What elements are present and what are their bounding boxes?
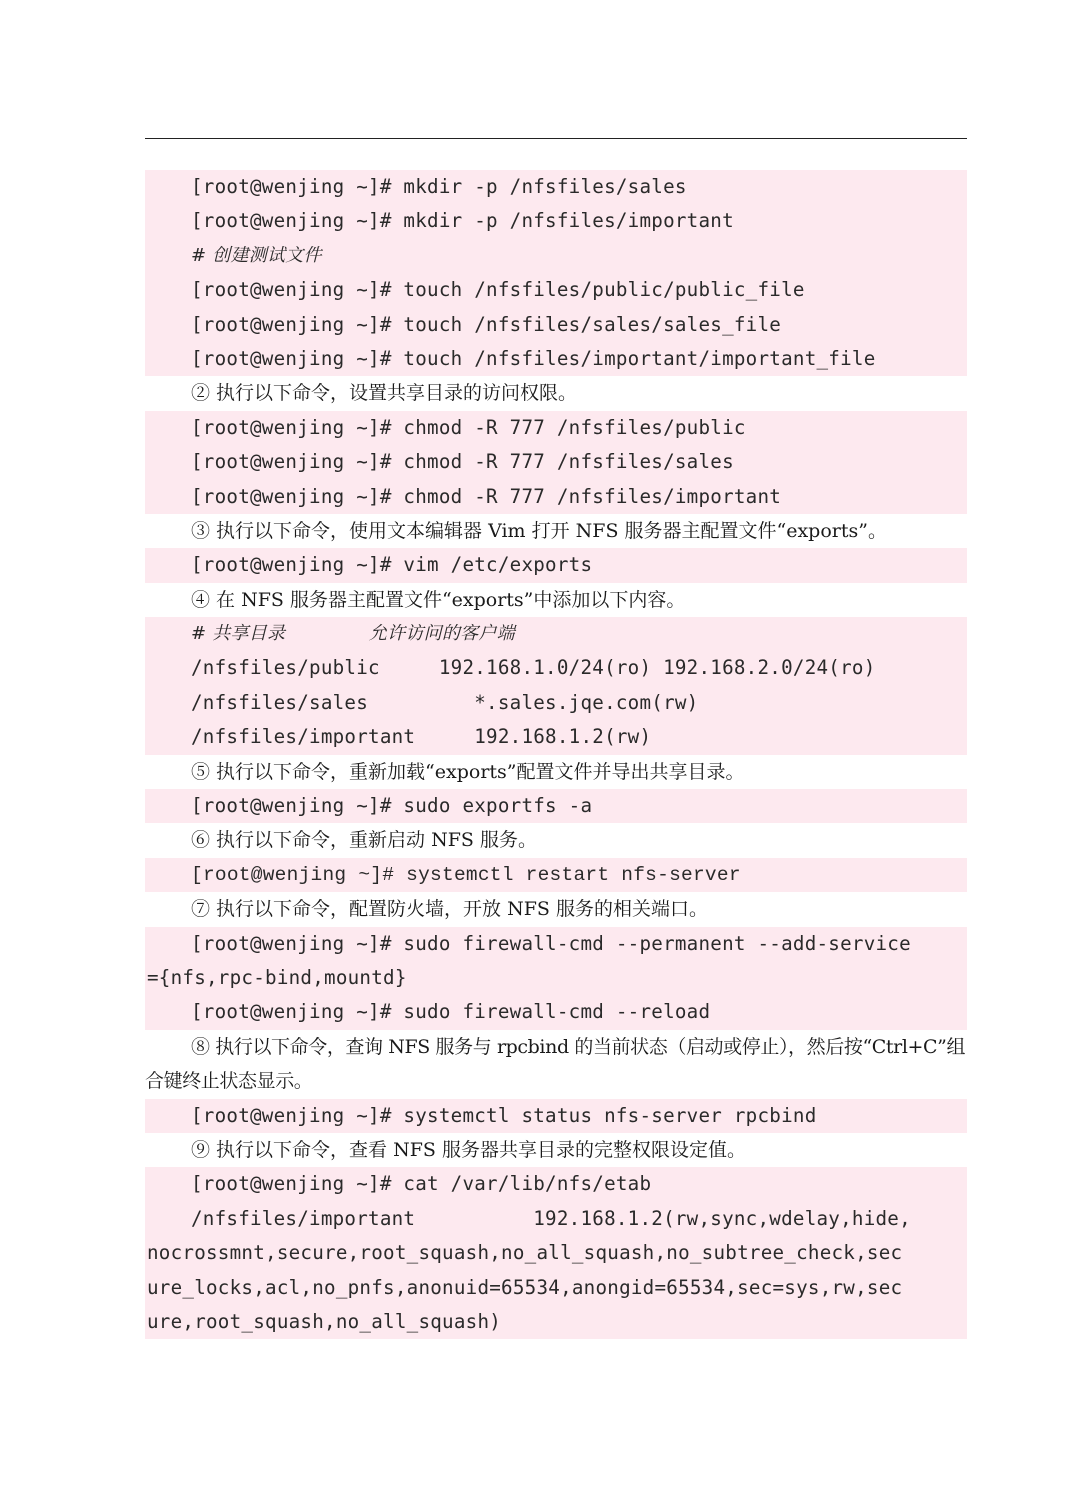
code-block-restart xyxy=(145,858,967,892)
code-line: [root@wenjing ~]# chmod -R 777 /nfsfiles/important xyxy=(191,484,782,508)
code-line: [root@wenjing ~]# sudo firewall-cmd --permanent --add-service xyxy=(191,931,911,955)
page-content xyxy=(145,170,967,1339)
code-line: /nfsfiles/sales *.sales.jqe.com(rw) xyxy=(191,690,699,714)
header-rule xyxy=(145,138,967,139)
code-line: [root@wenjing ~]# chmod -R 777 /nfsfiles/sales xyxy=(191,450,734,474)
code-block-exportfs xyxy=(145,789,967,823)
code-line: [root@wenjing ~]# sudo firewall-cmd --reload xyxy=(191,1000,711,1024)
step-4-text: ④ 在 NFS 服务器主配置文件“exports”中添加以下内容。 xyxy=(191,588,686,611)
code-comment: # 创建测试文件 xyxy=(191,244,322,266)
step-3-text: ③ 执行以下命令，使用文本编辑器 Vim 打开 NFS 服务器主配置文件“exports”。 xyxy=(191,519,887,542)
step-2-text: ② 执行以下命令，设置共享目录的访问权限。 xyxy=(191,382,578,405)
step-6-text: ⑥ 执行以下命令，重新启动 NFS 服务。 xyxy=(191,829,537,852)
code-line: [root@wenjing ~]# touch /nfsfiles/sales/sales_file xyxy=(191,312,782,336)
code-line: nocrossmnt,secure,root_squash,no_all_squash,no_subtree_check,sec xyxy=(147,1241,903,1265)
code-line: /nfsfiles/important 192.168.1.2(rw) xyxy=(191,725,652,749)
code-line: [root@wenjing ~]# chmod -R 777 /nfsfiles/public xyxy=(191,415,746,439)
step-9-text: ⑨ 执行以下命令，查看 NFS 服务器共享目录的完整权限设定值。 xyxy=(191,1138,746,1161)
code-block-vim xyxy=(145,548,967,582)
code-line: ure_locks,acl,no_pnfs,anonuid=65534,anongid=65534,sec=sys,rw,sec xyxy=(147,1275,903,1299)
code-block-chmod xyxy=(145,411,967,514)
step-5-text: ⑤ 执行以下命令，重新加载“exports”配置文件并导出共享目录。 xyxy=(191,760,745,783)
code-line: [root@wenjing ~]# mkdir -p /nfsfiles/important xyxy=(191,209,734,233)
step-7-text: ⑦ 执行以下命令，配置防火墙，开放 NFS 服务的相关端口。 xyxy=(191,898,708,921)
code-line: [root@wenjing ~]# systemctl restart nfs-server xyxy=(191,863,741,886)
code-line: [root@wenjing ~]# sudo exportfs -a xyxy=(191,794,593,818)
code-block-etab xyxy=(145,1167,967,1339)
code-line: ={nfs,rpc-bind,mountd} xyxy=(147,965,407,989)
code-line: ure,root_squash,no_all_squash) xyxy=(147,1309,502,1333)
code-line: [root@wenjing ~]# mkdir -p /nfsfiles/sales xyxy=(191,175,687,198)
code-block-status xyxy=(145,1099,967,1133)
code-block-create-dirs xyxy=(145,170,967,376)
code-comment: # 共享目录 允许访问的客户端 xyxy=(191,623,515,645)
code-block-exports-content xyxy=(145,617,967,755)
step-8-text: ⑧ 执行以下命令，查询 NFS 服务与 rpcbind 的当前状态（启动或停止），然后按“Ctrl+C”组合键终止状态显示。 xyxy=(145,1035,966,1093)
code-line: [root@wenjing ~]# systemctl status nfs-server rpcbind xyxy=(191,1103,817,1127)
code-line: [root@wenjing ~]# vim /etc/exports xyxy=(191,553,593,577)
code-line: /nfsfiles/important 192.168.1.2(rw,sync,wdelay,hide, xyxy=(191,1206,911,1230)
code-line: [root@wenjing ~]# touch /nfsfiles/public/public_file xyxy=(191,278,805,302)
code-line: [root@wenjing ~]# cat /var/lib/nfs/etab xyxy=(191,1172,652,1196)
code-line: [root@wenjing ~]# touch /nfsfiles/important/important_file xyxy=(191,346,876,370)
code-line: /nfsfiles/public 192.168.1.0/24(ro) 192.168.2.0/24(ro) xyxy=(191,656,876,680)
code-block-firewall xyxy=(145,927,967,1030)
